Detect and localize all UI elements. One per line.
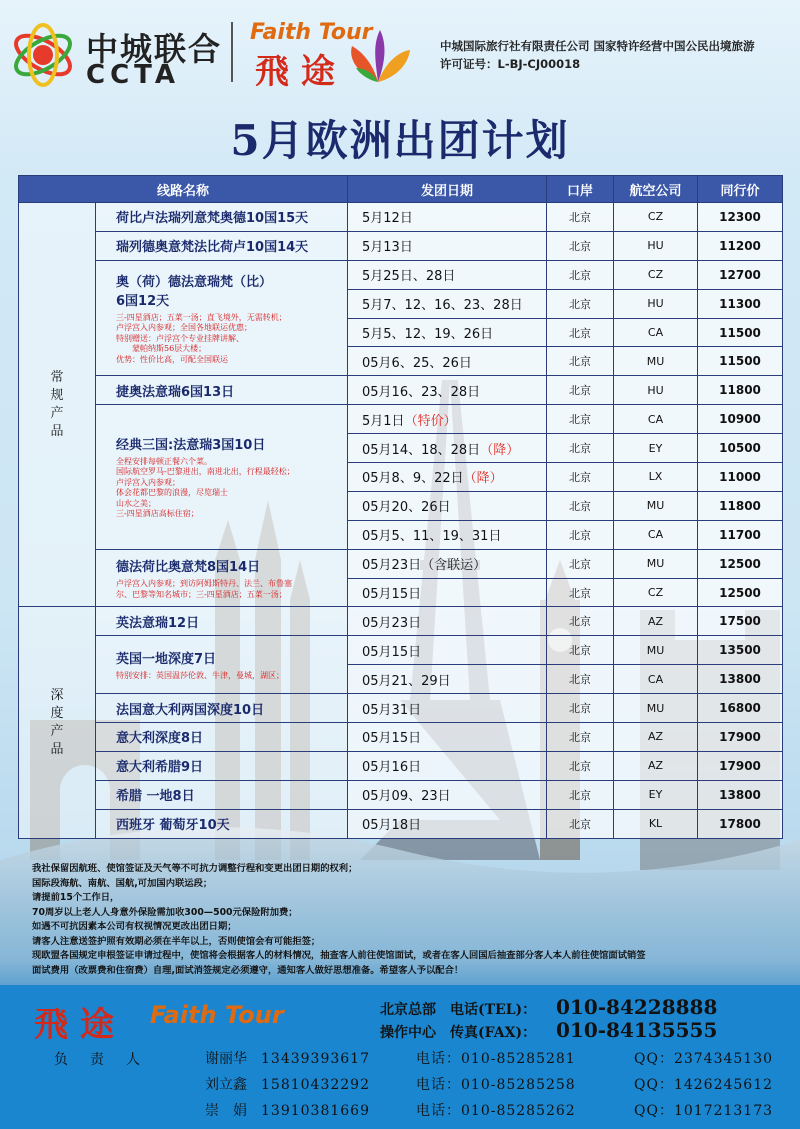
route-name-cell <box>96 203 348 232</box>
route-note-line: 卢浮宫入内参观；全国各地联运优惠； <box>116 323 252 333</box>
port-cell: 北京 <box>547 751 614 780</box>
note-line: 请提前15个工作日， <box>32 892 120 903</box>
footer-english-logo: Faith Tour <box>150 1001 284 1029</box>
departure-date: 5月13日 <box>362 240 413 256</box>
departure-date-cell <box>348 289 547 318</box>
route-name-cell <box>96 607 348 636</box>
price-cell: 12500 <box>698 549 783 578</box>
departure-date-cell <box>348 549 547 578</box>
price-cell: 13500 <box>698 636 783 665</box>
price-tag: （降） <box>480 442 520 458</box>
route-note <box>116 457 347 520</box>
route-note-line: 体会花都巴黎的浪漫，尽览瑞士 <box>116 488 228 498</box>
hq-phone-label: 北京总部 电话(TEL)： <box>380 1002 537 1018</box>
departure-date-cell <box>348 405 547 434</box>
route-name: 希腊 一地8日 <box>116 789 195 805</box>
price-cell: 12700 <box>698 260 783 289</box>
port-cell: 北京 <box>547 231 614 260</box>
port-cell: 北京 <box>547 405 614 434</box>
table-header-row <box>19 176 783 203</box>
port-cell: 北京 <box>547 376 614 405</box>
price-cell: 17900 <box>698 751 783 780</box>
table-row <box>19 405 783 434</box>
table-row <box>19 549 783 578</box>
page-title: 5月欧洲出团计划 <box>230 116 570 165</box>
price-tag: （含联运） <box>421 558 487 574</box>
route-name: 经典三国:法意瑞3国10日 <box>116 437 266 453</box>
category-char: 深 <box>50 687 64 703</box>
port-cell: 北京 <box>547 347 614 376</box>
price-cell: 11200 <box>698 231 783 260</box>
header <box>0 0 800 95</box>
airline-cell: CA <box>614 405 698 434</box>
departure-date: 05月16日 <box>362 760 422 776</box>
departure-date: 5月25日、28日 <box>362 269 456 285</box>
airline-cell: AZ <box>614 751 698 780</box>
route-note-line: 卢浮宫入内参观；到访阿姆斯特丹、法兰、布鲁塞 <box>116 579 292 589</box>
airline-cell: AZ <box>614 723 698 752</box>
contact-name: 刘立鑫 <box>205 1077 247 1093</box>
category-char: 产 <box>50 405 64 421</box>
port-cell: 北京 <box>547 723 614 752</box>
departure-date-cell <box>348 607 547 636</box>
company-name: 中城国际旅行社有限责任公司 国家特许经营中国公民出境旅游 <box>440 39 755 53</box>
port-cell: 北京 <box>547 318 614 347</box>
route-name-cell <box>96 405 348 549</box>
airline-cell: EY <box>614 434 698 463</box>
route-name: 6国12天 <box>116 293 170 309</box>
airline-cell: LX <box>614 463 698 492</box>
route-note-line: 三-四星酒店；五菜一汤；直飞境外，无需转机； <box>116 312 287 322</box>
route-name: 捷奥法意瑞6国13日 <box>116 384 235 400</box>
header-price: 同行价 <box>698 176 783 203</box>
table-row <box>19 607 783 636</box>
ccta-english-name: CCTA <box>86 60 181 90</box>
airline-cell: CZ <box>614 203 698 232</box>
price-cell: 17900 <box>698 723 783 752</box>
route-note-line: 特别赠送：卢浮宫个专业挂牌讲解、 <box>116 333 244 343</box>
price-cell: 11300 <box>698 289 783 318</box>
departure-date-cell <box>348 665 547 694</box>
contact-qq: QQ：1426245612 <box>634 1077 774 1093</box>
route-name-cell <box>96 376 348 405</box>
table-row <box>19 780 783 809</box>
departure-date: 5月5、12、19、26日 <box>362 327 494 342</box>
airline-cell: CZ <box>614 260 698 289</box>
port-cell: 北京 <box>547 607 614 636</box>
header-divider <box>231 22 233 82</box>
faith-tour-english-logo: Faith Tour <box>250 20 373 45</box>
airline-cell: MU <box>614 636 698 665</box>
price-cell: 16800 <box>698 694 783 723</box>
route-note <box>116 313 347 366</box>
port-cell: 北京 <box>547 289 614 318</box>
route-name: 意大利希腊9日 <box>116 760 204 776</box>
note-line: 70周岁以上老人人身意外保险需加收300—500元保险附加费； <box>32 906 298 918</box>
airline-cell: HU <box>614 289 698 318</box>
airline-cell: HU <box>614 376 698 405</box>
departure-date-cell <box>348 520 547 549</box>
price-cell: 13800 <box>698 665 783 694</box>
note-line: 如遇不可抗因素本公司有权视情况更改出团日期； <box>32 921 237 932</box>
header-airline: 航空公司 <box>614 176 698 203</box>
airline-cell: CA <box>614 520 698 549</box>
airline-cell: CZ <box>614 578 698 607</box>
price-cell: 17500 <box>698 607 783 636</box>
price-cell: 11000 <box>698 463 783 492</box>
airline-cell: MU <box>614 491 698 520</box>
category-char: 常 <box>50 369 64 385</box>
departure-date: 05月23日 <box>362 615 422 631</box>
departure-date: 05月09、23日 <box>362 789 451 805</box>
category-char: 产 <box>50 723 64 739</box>
table-row <box>19 751 783 780</box>
table-row <box>19 636 783 665</box>
note-line: 国际段海航、南航、国航,可加国内联运段； <box>32 877 213 889</box>
port-cell: 北京 <box>547 463 614 492</box>
category-char: 品 <box>50 741 64 757</box>
airline-cell: AZ <box>614 607 698 636</box>
contact-qq: QQ：2374345130 <box>634 1051 774 1067</box>
departure-date-cell <box>348 318 547 347</box>
port-cell: 北京 <box>547 203 614 232</box>
contact-tel: 电话：010-85285258 <box>416 1077 576 1093</box>
terms-notes <box>32 862 782 978</box>
route-note-line: 全程安排每顿正餐六个菜。 <box>116 456 212 466</box>
contact-mobile: 15810432292 <box>261 1077 370 1093</box>
departure-date-cell <box>348 463 547 492</box>
departure-date: 05月5、11、19、31日 <box>362 529 502 545</box>
route-name-cell <box>96 636 348 694</box>
departure-date-cell <box>348 636 547 665</box>
route-name: 英法意瑞12日 <box>116 615 200 631</box>
route-name: 英国一地深度7日 <box>116 652 217 667</box>
hq-fax-number: 010-84135555 <box>556 1018 718 1042</box>
note-line: 我社保留因航班、使馆签证及天气等不可抗力调整行程和变更出团日期的权利； <box>32 863 358 874</box>
route-note <box>116 579 347 600</box>
route-name-cell <box>96 231 348 260</box>
contact-tel: 电话：010-85285281 <box>416 1051 576 1067</box>
route-note-line: 三-四星酒店高标住宿； <box>116 509 199 519</box>
price-cell: 12500 <box>698 578 783 607</box>
price-cell: 11500 <box>698 318 783 347</box>
tour-schedule-table <box>18 175 783 839</box>
ccta-logo-icon <box>10 22 76 88</box>
departure-date-cell <box>348 723 547 752</box>
airline-cell: KL <box>614 809 698 838</box>
route-name: 西班牙 葡萄牙10天 <box>116 818 230 834</box>
route-note <box>116 671 347 682</box>
price-cell: 11800 <box>698 491 783 520</box>
departure-date: 5月12日 <box>362 211 413 227</box>
departure-date-cell <box>348 231 547 260</box>
category-cell <box>19 607 96 838</box>
departure-date-cell <box>348 260 547 289</box>
airline-cell: EY <box>614 780 698 809</box>
route-name-cell <box>96 809 348 838</box>
contact-row <box>205 1100 773 1120</box>
departure-date-cell <box>348 809 547 838</box>
price-cell: 11700 <box>698 520 783 549</box>
ccta-chinese-name: 中城联合 <box>86 30 223 68</box>
price-cell: 10500 <box>698 434 783 463</box>
port-cell: 北京 <box>547 578 614 607</box>
departure-date: 05月15日 <box>362 731 422 747</box>
departure-date-cell <box>348 491 547 520</box>
price-tag: （特价） <box>404 413 457 429</box>
contact-tel: 电话：010-85285262 <box>416 1103 576 1119</box>
route-name: 法国意大利两国深度10日 <box>116 702 265 718</box>
departure-date: 05月23日 <box>362 558 422 574</box>
port-cell: 北京 <box>547 665 614 694</box>
departure-date: 05月15日 <box>362 587 422 603</box>
port-cell: 北京 <box>547 694 614 723</box>
price-cell: 13800 <box>698 780 783 809</box>
route-name: 意大利深度8日 <box>116 731 204 747</box>
route-name-cell <box>96 549 348 607</box>
port-cell: 北京 <box>547 549 614 578</box>
note-line: 面试费用（改票费和住宿费）自理,面试消签规定必须遵守，通知客人做好思想准备。希望客人予以配合！ <box>32 964 464 976</box>
category-char: 规 <box>50 387 64 403</box>
airline-cell: MU <box>614 549 698 578</box>
header-date: 发团日期 <box>348 176 547 203</box>
route-note-line: 卢浮宫入内参观； <box>116 477 180 487</box>
port-cell: 北京 <box>547 260 614 289</box>
airline-cell: CA <box>614 665 698 694</box>
table-body <box>19 203 783 839</box>
departure-date-cell <box>348 347 547 376</box>
departure-date-cell <box>348 203 547 232</box>
port-cell: 北京 <box>547 491 614 520</box>
departure-date: 05月6、25、26日 <box>362 355 472 371</box>
departure-date: 05月16、23、28日 <box>362 384 481 400</box>
departure-date: 05月18日 <box>362 818 422 834</box>
departure-date: 5月1日 <box>362 413 405 429</box>
route-note-line: 特别安排：英国温莎伦敦、牛津，曼城，湖区； <box>116 671 284 680</box>
route-name: 瑞列德奥意梵法比荷卢10国14天 <box>116 240 309 256</box>
departure-date: 05月21、29日 <box>362 673 451 689</box>
airline-cell: MU <box>614 694 698 723</box>
note-line: 现欧盟各国规定申根签证申请过程中，使馆将会根据客人的材料情况，抽查客人前往使馆面试，或者在客人回国后抽查部分客人本人前往使馆面试销签 <box>32 950 646 961</box>
faith-tour-chinese-logo: 飛 途 <box>255 52 335 92</box>
airline-cell: CA <box>614 318 698 347</box>
departure-date: 05月14、18、28日 <box>362 442 481 458</box>
route-note-line: 国际航空罗马-巴黎进出，南进北出，行程最轻松； <box>116 467 295 477</box>
price-tag: （降） <box>463 471 503 487</box>
table-row <box>19 694 783 723</box>
departure-date-cell <box>348 751 547 780</box>
departure-date-cell <box>348 578 547 607</box>
price-cell: 11500 <box>698 347 783 376</box>
hq-phone-number: 010-84228888 <box>556 995 718 1019</box>
table-row <box>19 376 783 405</box>
departure-date: 05月31日 <box>362 702 422 718</box>
contact-mobile: 13910381669 <box>261 1103 370 1119</box>
contact-name: 谢丽华 <box>205 1051 247 1067</box>
route-name-cell <box>96 751 348 780</box>
departure-date-cell <box>348 694 547 723</box>
departure-date: 05月20、26日 <box>362 500 451 516</box>
contact-name: 崇 娟 <box>205 1103 247 1119</box>
departure-date-cell <box>348 376 547 405</box>
route-note-line: 优势：性价比高，可配全国联运 <box>116 354 228 364</box>
price-cell: 10900 <box>698 405 783 434</box>
departure-date: 05月8、9、22日 <box>362 471 464 487</box>
port-cell: 北京 <box>547 434 614 463</box>
route-note-line: 山水之美； <box>116 498 156 508</box>
route-name-cell <box>96 780 348 809</box>
footer-chinese-logo: 飛 途 <box>34 1005 114 1045</box>
route-name: 德法荷比奥意梵8国14日 <box>116 560 261 576</box>
port-cell: 北京 <box>547 809 614 838</box>
header-port: 口岸 <box>547 176 614 203</box>
note-line: 请客人注意送签护照有效期必须在半年以上，否则使馆会有可能拒签； <box>32 935 321 947</box>
contact-row <box>205 1074 773 1094</box>
flower-logo-icon <box>338 24 418 86</box>
price-cell: 11800 <box>698 376 783 405</box>
airline-cell: HU <box>614 231 698 260</box>
header-route: 线路名称 <box>19 176 348 203</box>
category-cell <box>19 203 96 607</box>
departure-date-cell <box>348 434 547 463</box>
hq-fax-label: 操作中心 传真(FAX)： <box>380 1025 537 1041</box>
route-name-cell <box>96 694 348 723</box>
contact-mobile: 13439393617 <box>261 1051 370 1067</box>
table-row <box>19 231 783 260</box>
price-cell: 12300 <box>698 203 783 232</box>
contact-qq: QQ：1017213173 <box>634 1103 774 1119</box>
port-cell: 北京 <box>547 636 614 665</box>
price-cell: 17800 <box>698 809 783 838</box>
footer <box>0 985 800 1129</box>
route-name-cell <box>96 260 348 376</box>
table-row <box>19 260 783 289</box>
category-char: 度 <box>50 705 64 721</box>
table-row <box>19 809 783 838</box>
license-number: 许可证号：L-BJ-CJ00018 <box>440 57 581 71</box>
contact-row <box>205 1048 773 1068</box>
table-row <box>19 203 783 232</box>
table-row <box>19 723 783 752</box>
port-cell: 北京 <box>547 520 614 549</box>
departure-date: 05月15日 <box>362 644 422 660</box>
category-char: 品 <box>50 423 64 439</box>
port-cell: 北京 <box>547 780 614 809</box>
route-name: 荷比卢法瑞列意梵奥德10国15天 <box>116 211 309 227</box>
responsible-label: 负责人 <box>54 1052 162 1068</box>
route-name: 奥（荷）德法意瑞梵（比） <box>116 274 273 290</box>
departure-date-cell <box>348 780 547 809</box>
departure-date: 5月7、12、16、23、28日 <box>362 298 523 314</box>
airline-cell: MU <box>614 347 698 376</box>
route-note-line: 尔、巴黎等知名城市；三-四星酒店；五菜一汤； <box>116 589 287 599</box>
route-note-line: 蒙帕纳斯56层大楼； <box>116 344 207 354</box>
route-name-cell <box>96 723 348 752</box>
